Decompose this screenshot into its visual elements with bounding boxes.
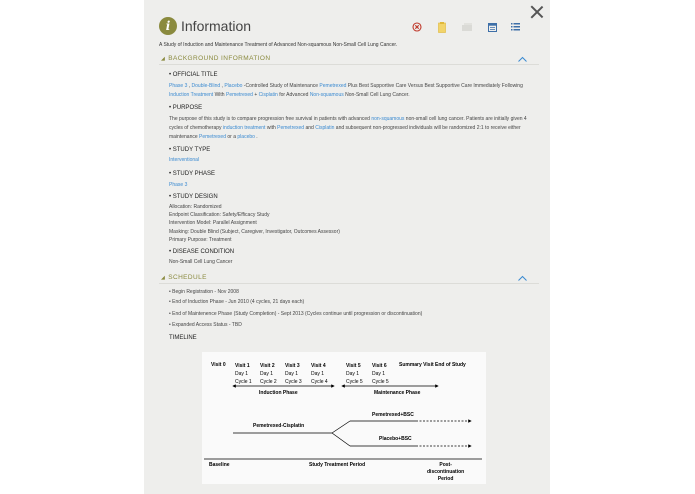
official-title-text <box>169 82 524 100</box>
collapse-triangle-icon: ◢ <box>161 275 166 281</box>
design-line: Allocation: Randomized <box>169 204 222 210</box>
study-design-lines <box>169 203 524 244</box>
clipboard-icon[interactable] <box>437 22 447 33</box>
purpose-heading: • PURPOSE <box>169 105 203 111</box>
induction-phase-label: Induction Phase <box>259 390 298 396</box>
body-text: , <box>220 83 225 89</box>
maintenance-phase-label: Maintenance Phase <box>374 390 421 396</box>
body-text: and subsequent non-progressed individuals will be randomized 2:1 to receive either maintenance <box>169 125 521 140</box>
body-text: Plus Best Supportive Care Versus Best Supportive Care Immediately Following <box>346 83 523 89</box>
information-panel <box>144 0 550 494</box>
list-icon[interactable] <box>510 22 520 33</box>
summary-visit-label: Summary Visit <box>399 362 434 368</box>
chevron-up-icon[interactable] <box>518 56 527 62</box>
visit-5-label: Visit 5 Day 1 Cycle 5 <box>346 363 363 385</box>
divider <box>159 283 539 284</box>
term-link[interactable]: Pemetrexed <box>225 92 253 98</box>
study-phase-heading: • STUDY PHASE <box>169 171 216 177</box>
schedule-item: • Begin Registration - Nov 2008 <box>169 289 239 295</box>
term-link[interactable]: placebo <box>237 134 255 140</box>
treatment-period-label: Study Treatment Period <box>309 462 366 468</box>
background-section-header[interactable] <box>161 55 270 62</box>
info-icon: i <box>159 17 177 35</box>
term-link[interactable]: non-squamous <box>371 116 405 122</box>
term-link[interactable]: Pemetrexed <box>199 134 226 140</box>
term-link[interactable]: Pemetrexed <box>319 83 347 89</box>
body-text: non-small cell lung cancer. Patients are initially given 4 cycles of chemotherapy <box>169 116 527 131</box>
body-text: -Controlled Study of Maintenance <box>242 83 320 89</box>
term-link[interactable]: induction treatment <box>222 125 266 131</box>
body-text: Non-Small Cell Lung Cancer. <box>343 92 410 98</box>
body-text: With <box>213 92 226 98</box>
background-section-label: BACKGROUND INFORMATION <box>168 55 271 62</box>
body-text: with <box>265 125 278 131</box>
schedule-item: • End of Maintenence Phase (Study Completion) - Sept 2013 (Cycles continue until progression or discontinuation) <box>169 311 423 317</box>
term-link[interactable]: Phase 3 <box>169 83 188 89</box>
body-text: . <box>254 134 258 140</box>
body-text: , <box>187 83 192 89</box>
collapse-triangle-icon: ◢ <box>161 56 166 62</box>
body-text: The purpose of this study is to compare progression free survival in patients with advanced <box>169 116 372 122</box>
study-type-value[interactable]: Interventional <box>169 157 200 163</box>
official-title-heading: • OFFICIAL TITLE <box>169 72 218 78</box>
study-phase-value[interactable]: Phase 3 <box>169 182 188 188</box>
visit-1-label: Visit 1 Day 1 Cycle 1 <box>235 363 252 385</box>
chevron-up-icon[interactable] <box>518 275 527 281</box>
post-discontinuation-label: Post- discontinuation Period <box>427 462 465 482</box>
term-link[interactable]: Pemetrexed <box>277 125 305 131</box>
study-subtitle: A Study of Induction and Maintenance Treatment of Advanced Non-squamous Non-Small Cell Lung Cancer. <box>159 42 398 48</box>
design-line: Intervention Model: Parallel Assignment <box>169 220 257 227</box>
page-title: Information <box>181 18 252 34</box>
term-link[interactable]: Cisplatin <box>315 125 335 131</box>
divider <box>159 64 539 65</box>
body-text: for Advanced <box>277 92 310 98</box>
timeline-diagram <box>202 352 486 484</box>
design-line: Endpoint Classification: Safety/Efficacy Study <box>169 212 270 219</box>
term-link[interactable]: Induction Treatment <box>169 92 214 98</box>
design-line: Masking: Double Blind (Subject, Caregiver, Investigator, Outcomes Assessor) <box>169 228 340 235</box>
visit-3-label: Visit 3 Day 1 Cycle 3 <box>285 363 302 385</box>
baseline-label: Baseline <box>209 462 230 468</box>
visit-2-label: Visit 2 Day 1 Cycle 2 <box>260 363 277 385</box>
schedule-section-header[interactable] <box>161 274 207 281</box>
term-link[interactable]: Double-Blind <box>191 83 221 89</box>
body-text: and <box>304 125 316 131</box>
study-type-heading: • STUDY TYPE <box>169 147 211 153</box>
timeline-heading: TIMELINE <box>169 335 197 341</box>
schedule-item: • Expanded Access Status - TBD <box>169 322 242 328</box>
visit-6-label: Visit 6 Day 1 Cycle 5 <box>372 363 389 385</box>
stack-icon[interactable] <box>462 22 472 33</box>
term-link[interactable]: Cisplatin <box>258 92 278 98</box>
study-design-heading: • STUDY DESIGN <box>169 194 218 200</box>
end-of-study-label: End of Study <box>435 362 466 368</box>
visit-0-label: Visit 0 <box>211 362 226 368</box>
visit-4-label: Visit 4 Day 1 Cycle 4 <box>311 363 328 385</box>
body-text: + <box>252 92 259 98</box>
disease-condition-heading: • DISEASE CONDITION <box>169 249 235 255</box>
schedule-item: • End of Induction Phase - Jun 2010 (4 cycles, 21 days each) <box>169 299 305 305</box>
arm-start-label: Pemetrexed-Cisplatin <box>253 423 305 429</box>
design-line: Primary Purpose: Treatment <box>169 236 232 243</box>
close-circle-icon[interactable] <box>412 22 422 33</box>
schedule-section-label: SCHEDULE <box>168 274 207 281</box>
calendar-icon[interactable] <box>487 22 497 33</box>
disease-condition-value: Non-Small Cell Lung Cancer <box>169 259 233 265</box>
term-link[interactable]: Non-squamous <box>309 92 344 98</box>
arm-a-label: Pemetrexed+BSC <box>372 412 414 418</box>
body-text: or a <box>226 134 238 140</box>
purpose-text <box>169 115 529 142</box>
arm-b-label: Placebo+BSC <box>379 436 412 442</box>
close-icon[interactable] <box>530 5 544 19</box>
term-link[interactable]: Placebo <box>224 83 243 89</box>
